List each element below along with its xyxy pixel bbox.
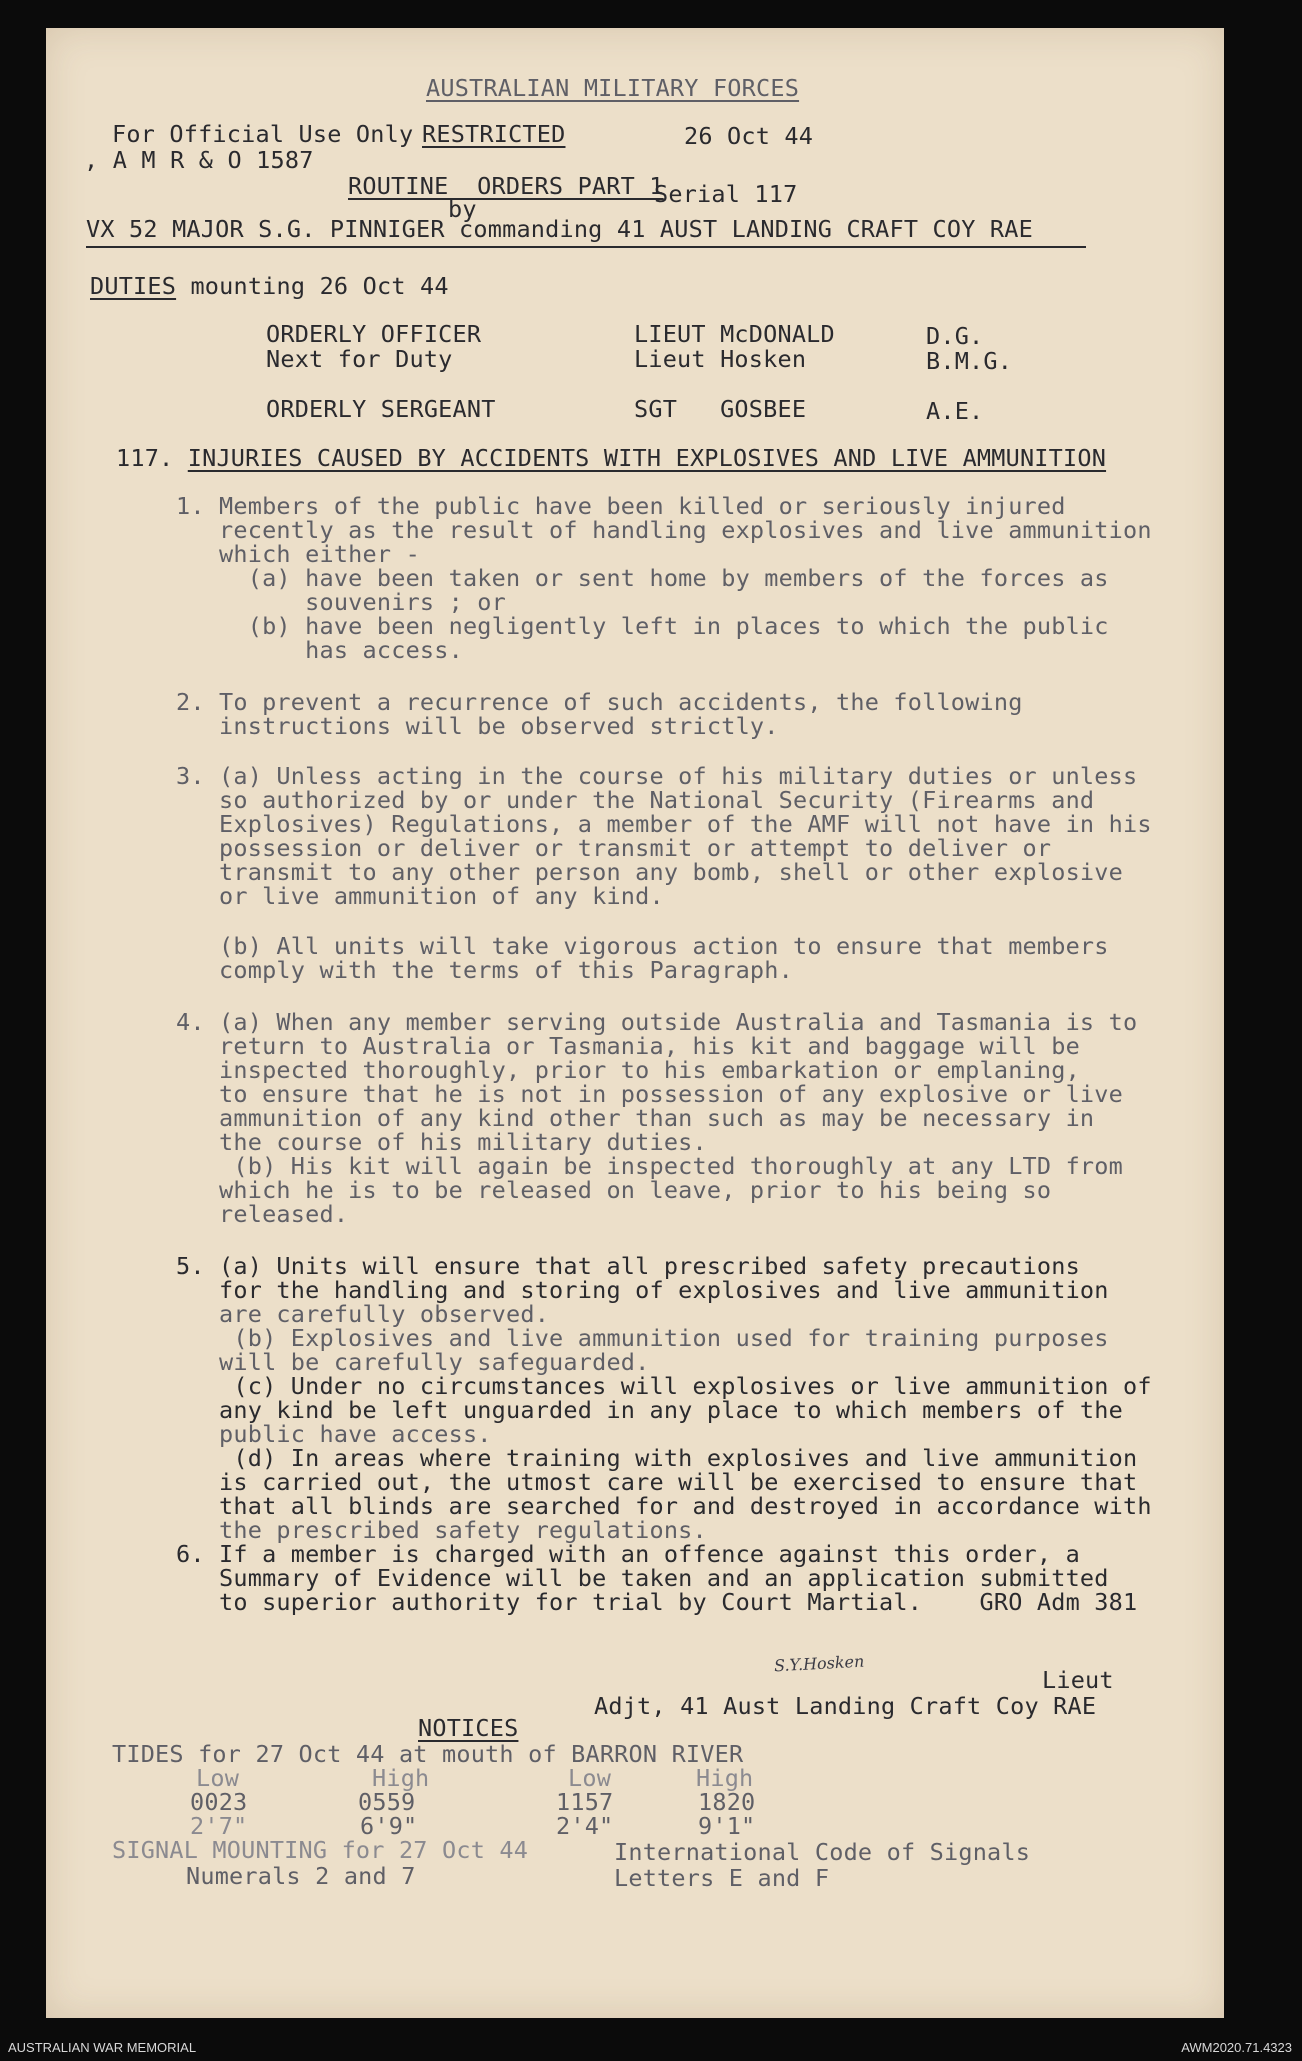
body-line: the prescribed safety regulations.	[176, 1516, 707, 1544]
body-line: (a) have been taken or sent home by members of the forces as	[176, 564, 1109, 592]
duties-heading: DUTIES	[90, 272, 177, 300]
signal-letters: Letters E and F	[614, 1864, 830, 1892]
body-line: 5. (a) Units will ensure that all prescribed safety precautions	[176, 1252, 1080, 1280]
tide-time: 1820	[698, 1788, 756, 1816]
tide-header: Low	[196, 1764, 240, 1792]
order-title: INJURIES CAUSED BY ACCIDENTS WITH EXPLOSIVES AND LIVE AMMUNITION	[187, 444, 1107, 472]
signature-title: Adjt, 41 Aust Landing Craft Coy RAE	[594, 1692, 1097, 1720]
commanding-officer-line: VX 52 MAJOR S.G. PINNIGER commanding 41 AUST LANDING CRAFT COY RAE	[86, 215, 1033, 243]
duty-code: D.G.	[926, 322, 984, 350]
body-line: comply with the terms of this Paragraph.	[176, 956, 793, 984]
body-line: (b) have been negligently left in places to which the public	[176, 612, 1109, 640]
body-line: souvenirs ; or	[176, 588, 507, 616]
tide-height: 6'9"	[360, 1812, 418, 1840]
handwritten-signature: S.Y.Hosken	[773, 1651, 865, 1676]
duties-line	[90, 274, 449, 299]
body-line: 2. To prevent a recurrence of such accidents, the following	[176, 688, 1023, 716]
tide-time: 0559	[358, 1788, 416, 1816]
tide-header: High	[372, 1764, 430, 1792]
body-line: which either -	[176, 540, 420, 568]
order-title-line	[116, 446, 1106, 471]
body-line: or live ammunition of any kind.	[176, 882, 664, 910]
official-use-label: For Official Use Only	[112, 120, 414, 148]
signal-code: International Code of Signals	[614, 1838, 1031, 1866]
order-date: 26 Oct 44	[684, 122, 814, 150]
body-line: which he is to be released on leave, prior to his being so	[176, 1176, 1052, 1204]
tide-time: 1157	[556, 1788, 614, 1816]
body-line: instructions will be observed strictly.	[176, 712, 779, 740]
body-line: (b) Explosives and live ammunition used for training purposes	[176, 1324, 1109, 1352]
tide-header: Low	[568, 1764, 612, 1792]
notices-heading: NOTICES	[418, 1714, 519, 1742]
duty-role: ORDERLY SERGEANT	[266, 395, 496, 423]
order-number: 117.	[116, 444, 174, 472]
body-line: is carried out, the utmost care will be exercised to ensure that	[176, 1468, 1138, 1496]
body-line: are carefully observed.	[176, 1300, 550, 1328]
body-line: inspected thoroughly, prior to his embarkation or emplaning,	[176, 1056, 1080, 1084]
duty-name: LIEUT McDONALD	[634, 320, 835, 348]
body-line: (b) All units will take vigorous action to ensure that members	[176, 932, 1109, 960]
body-line: (d) In areas where training with explosives and live ammunition	[176, 1444, 1138, 1472]
tide-time: 0023	[190, 1788, 248, 1816]
body-line: any kind be left unguarded in any place to which members of the	[176, 1396, 1123, 1424]
body-line: ammunition of any kind other than such as may be necessary in	[176, 1104, 1095, 1132]
body-line: recently as the result of handling explosives and live ammunition	[176, 516, 1152, 544]
duty-role: Next for Duty	[266, 345, 453, 373]
body-line: will be carefully safeguarded.	[176, 1348, 650, 1376]
body-line: released.	[176, 1200, 349, 1228]
signal-title: SIGNAL MOUNTING for 27 Oct 44	[112, 1836, 529, 1864]
duty-name: Lieut Hosken	[634, 345, 807, 373]
body-line: (b) His kit will again be inspected thoroughly at any LTD from	[176, 1152, 1123, 1180]
body-line: 6. If a member is charged with an offence against this order, a	[176, 1540, 1080, 1568]
document-page	[46, 28, 1224, 2018]
body-line: that all blinds are searched for and destroyed in accordance with	[176, 1492, 1152, 1520]
duty-name: SGT GOSBEE	[634, 395, 807, 423]
duty-role: ORDERLY OFFICER	[266, 320, 482, 348]
body-line: to ensure that he is not in possession of any explosive or live	[176, 1080, 1123, 1108]
archive-reference: AWM2020.71.4323	[1181, 2040, 1292, 2055]
tide-header: High	[696, 1764, 754, 1792]
body-line: 3. (a) Unless acting in the course of his military duties or unless	[176, 762, 1138, 790]
duty-code: A.E.	[926, 397, 984, 425]
tide-height: 9'1"	[698, 1812, 756, 1840]
body-line: to superior authority for trial by Court Martial. GRO Adm 381	[176, 1588, 1138, 1616]
body-line: for the handling and storing of explosives and live ammunition	[176, 1276, 1109, 1304]
body-line: transmit to any other person any bomb, shell or other explosive	[176, 858, 1123, 886]
duties-mounting: mounting 26 Oct 44	[176, 272, 449, 300]
tide-height: 2'4"	[556, 1812, 614, 1840]
by-label: by	[448, 195, 477, 223]
body-line: has access.	[176, 636, 463, 664]
tide-height: 2'7"	[190, 1812, 248, 1840]
body-line: (c) Under no circumstances will explosives or live ammunition of	[176, 1372, 1152, 1400]
body-line: 4. (a) When any member serving outside Australia and Tasmania is to	[176, 1008, 1138, 1036]
signature-rank: Lieut	[1042, 1666, 1114, 1694]
routine-orders-title: ROUTINE ORDERS PART 1	[348, 172, 664, 200]
banner-title: AUSTRALIAN MILITARY FORCES	[426, 74, 800, 102]
body-line: public have access.	[176, 1420, 492, 1448]
serial-number: Serial 117	[654, 180, 798, 208]
signal-numerals: Numerals 2 and 7	[186, 1862, 416, 1890]
restricted-label: RESTRICTED	[422, 120, 566, 148]
body-line: return to Australia or Tasmania, his kit and baggage will be	[176, 1032, 1080, 1060]
archive-credit: AUSTRALIAN WAR MEMORIAL	[8, 2040, 197, 2055]
body-line: so authorized by or under the National Security (Firearms and	[176, 786, 1095, 814]
tides-title: TIDES for 27 Oct 44 at mouth of BARRON RIVER	[112, 1740, 744, 1768]
body-line: possession or deliver or transmit or attempt to deliver or	[176, 834, 1052, 862]
body-line: Explosives) Regulations, a member of the AMF will not have in his	[176, 810, 1152, 838]
amr-reference: , A M R & O 1587	[84, 146, 314, 174]
body-line: the course of his military duties.	[176, 1128, 707, 1156]
duty-code: B.M.G.	[926, 347, 1013, 375]
body-line: 1. Members of the public have been killed or seriously injured	[176, 492, 1066, 520]
header-rule	[86, 246, 1086, 248]
body-line: Summary of Evidence will be taken and an application submitted	[176, 1564, 1109, 1592]
